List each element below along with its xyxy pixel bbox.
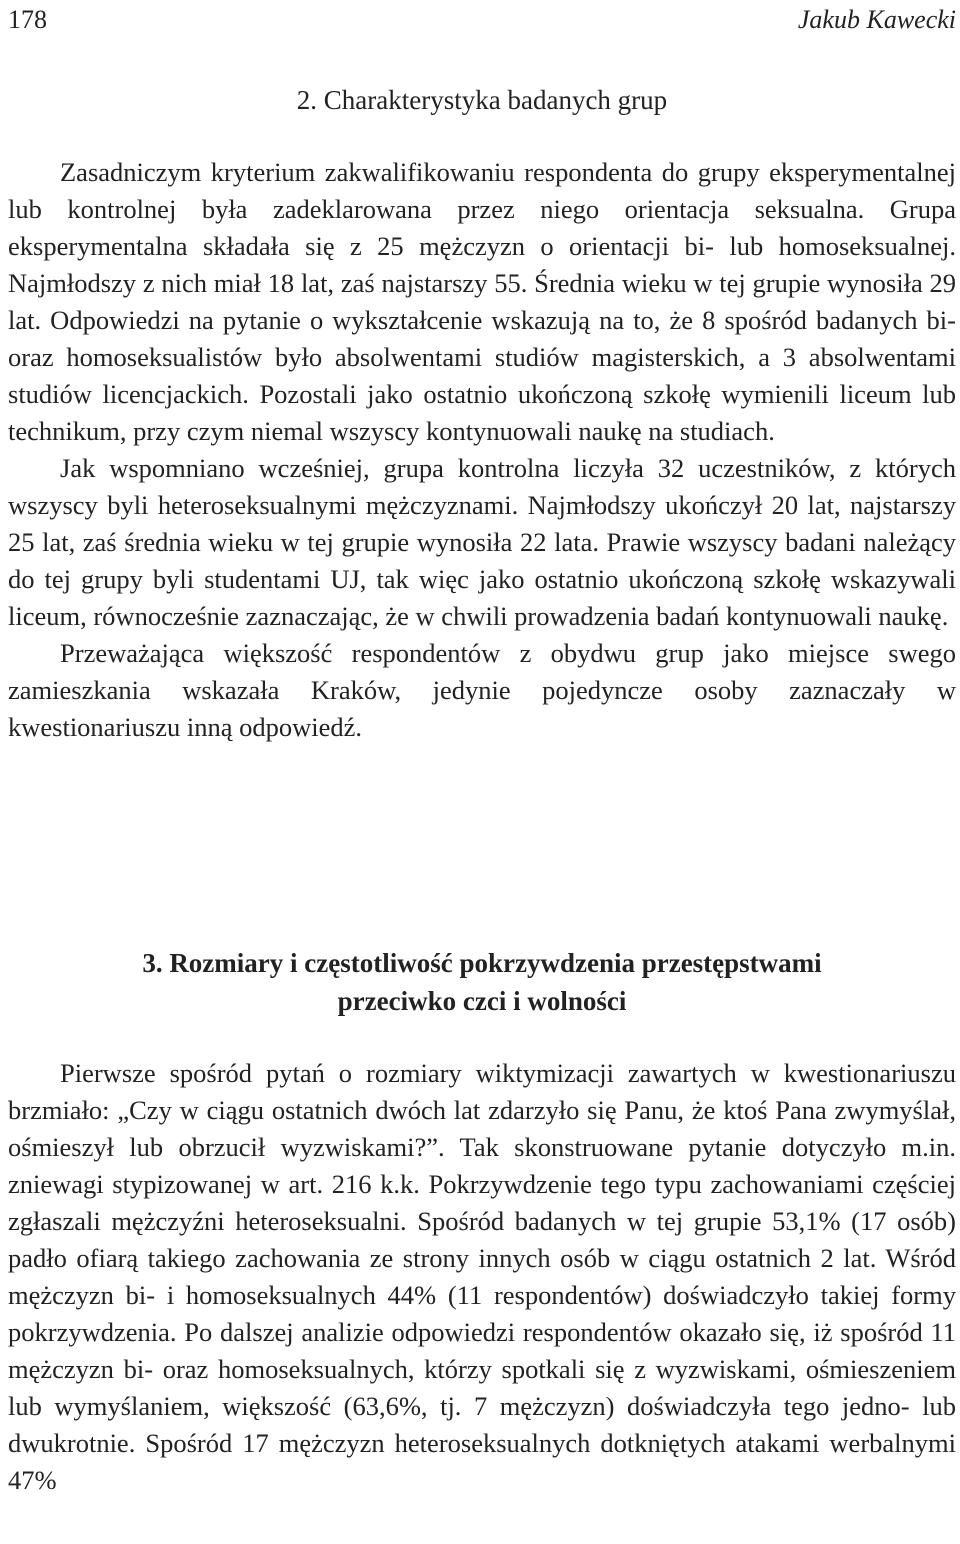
section-3-body: [8, 1055, 956, 1499]
page-number: 178: [8, 5, 47, 34]
section-2-body: [8, 154, 956, 746]
running-head: [8, 2, 956, 38]
paragraph-residence: Przeważająca większość respondentów z obydwu grup jako miejsce swego zamieszkania wskazała Kraków, jedynie pojedyncze osoby zaznaczały w kwestionariuszu inną odpowiedź.: [8, 638, 956, 742]
paragraph-group-criteria: Zasadniczym kryterium zakwalifikowaniu respondenta do grupy eksperymentalnej lub kontrolnej była zadeklarowana przez niego orientacja seksualna. Grupa eksperymentalna składała się z 25 mężczyzn o orientacji bi- lub homoseksualnej. Najmłodszy z nich miał 18 lat, zaś najstarszy 55. Średnia wieku w tej grupie wynosiła 29 lat. Odpowiedzi na pytanie o wykształcenie wskazują na to, że 8 spośród badanych bi- oraz homoseksualistów było absolwentami studiów magisterskich, a 3 absolwentami studiów licencjackich. Pozostali jako ostatnio ukończoną szkołę wymienili liceum lub technikum, przy czym niemal wszyscy kontynuowali naukę na studiach.: [8, 157, 956, 446]
paragraph-control-group: Jak wspomniano wcześniej, grupa kontrolna liczyła 32 uczestników, z których wszyscy byli heteroseksualnymi mężczyznami. Najmłodszy ukończył 20 lat, najstarszy 25 lat, zaś średnia wieku w tej grupie wynosiła 22 lata. Prawie wszyscy badani należący do tej grupy byli studentami UJ, tak więc jako ostatnio ukończoną szkołę wskazywali liceum, równocześnie zaznaczając, że w chwili prowadzenia badań kontynuowali naukę.: [8, 453, 956, 631]
section-3-heading: [8, 944, 956, 1020]
section-3-heading-line1: 3. Rozmiary i częstotliwość pokrzywdzenia przestępstwami: [142, 948, 822, 978]
paragraph-insult-victimization: Pierwsze spośród pytań o rozmiary wiktymizacji zawartych w kwestionariuszu brzmiało: „Czy w ciągu ostatnich dwóch lat zdarzyło się Panu, że ktoś Pana zwymyślał, ośmieszył lub obrzucił wyzwiskami?”. Tak skonstruowane pytanie dotyczyło m.in. zniewagi stypizowanej w art. 216 k.k. Pokrzywdzenie tego typu zachowaniami częściej zgłaszali mężczyźni heteroseksualni. Spośród badanych w tej grupie 53,1% (17 osób) padło ofiarą takiego zachowania ze strony innych osób w ciągu ostatnich 2 lat. Wśród mężczyzn bi- i homoseksualnych 44% (11 respondentów) doświadczyło takiej formy pokrzywdzenia. Po dalszej analizie odpowiedzi respondentów okazało się, iż spośród 11 mężczyzn bi- oraz homoseksualnych, którzy spotkali się z wyzwiskami, ośmieszeniem lub wymyślaniem, większość (63,6%, tj. 7 mężczyzn) doświadczyła tego jedno- lub dwukrotnie. Spośród 17 mężczyzn heteroseksualnych dotkniętych atakami werbalnymi 47%: [8, 1058, 956, 1495]
section-2-heading: 2. Charakterystyka badanych grup: [296, 85, 668, 115]
running-head-author: Jakub Kawecki: [797, 5, 956, 34]
section-3-heading-line2: przeciwko czci i wolności: [337, 986, 627, 1016]
